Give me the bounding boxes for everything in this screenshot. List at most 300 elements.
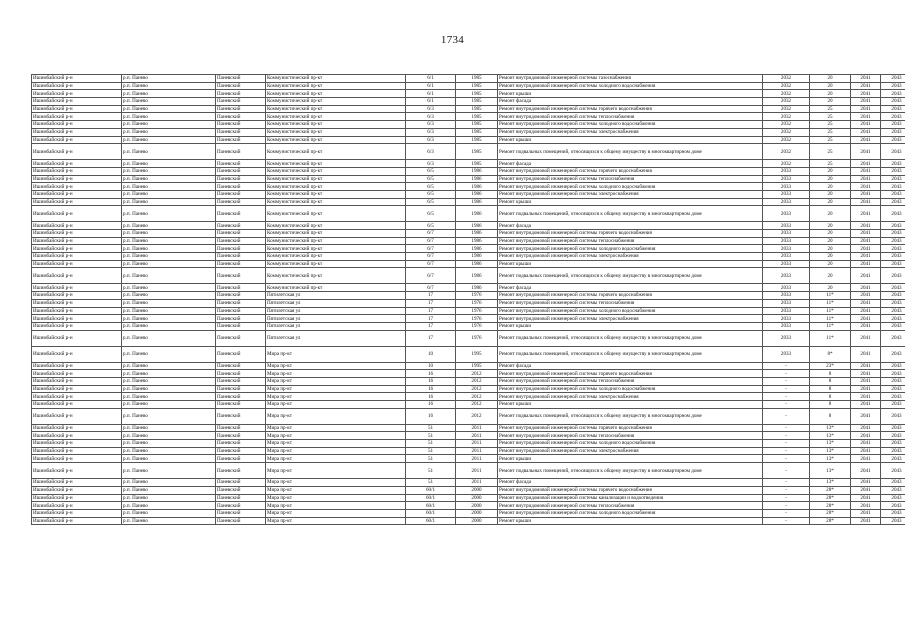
cell-district: Ишимбайский р-н xyxy=(32,307,122,315)
cell-settlement: р.п. Панево xyxy=(122,440,216,448)
cell-settlement: р.п. Панево xyxy=(122,260,216,268)
cell-end-year: 2043 xyxy=(881,105,905,113)
cell-locality: Паневский xyxy=(216,90,266,98)
cell-end-year: 2043 xyxy=(881,494,905,502)
cell-work-type: Ремонт внутридомовой инженерной системы горячего водоснабжения xyxy=(498,486,763,494)
cell-house: 51 xyxy=(406,455,456,463)
table-row xyxy=(32,463,905,479)
cell-street: Мира пр-кт xyxy=(266,502,406,510)
cell-locality: Паневский xyxy=(216,370,266,378)
cell-settlement: р.п. Панево xyxy=(122,322,216,330)
cell-plan-year: 2033 xyxy=(763,167,810,175)
cell-work-type: Ремонт внутридомовой инженерной системы горячего водоснабжения xyxy=(498,167,763,175)
table-row xyxy=(32,377,905,385)
cell-house: 6/3 xyxy=(406,113,456,121)
cell-house: 51 xyxy=(406,479,456,487)
cell-district: Ишимбайский р-н xyxy=(32,502,122,510)
cell-locality: Паневский xyxy=(216,121,266,129)
cell-district: Ишимбайский р-н xyxy=(32,121,122,129)
cell-value: 8 xyxy=(810,370,851,378)
cell-street: Коммунистический пр-кт xyxy=(266,206,406,222)
table-row xyxy=(32,136,905,144)
cell-street: Мира пр-кт xyxy=(266,424,406,432)
cell-settlement: р.п. Панево xyxy=(122,362,216,370)
cell-settlement: р.п. Панево xyxy=(122,128,216,136)
cell-work-type: Ремонт фасада xyxy=(498,479,763,487)
cell-street: Коммунистический пр-кт xyxy=(266,136,406,144)
cell-work-type: Ремонт крыши xyxy=(498,401,763,409)
cell-locality: Паневский xyxy=(216,502,266,510)
cell-locality: Паневский xyxy=(216,486,266,494)
cell-work-type: Ремонт подвальных помещений, относящихся к общему имуществу в многоквартирном доме xyxy=(498,330,763,346)
cell-district: Ишимбайский р-н xyxy=(32,401,122,409)
cell-house: 6/5 xyxy=(406,206,456,222)
cell-year-built: 1976 xyxy=(456,307,498,315)
cell-locality: Паневский xyxy=(216,245,266,253)
cell-start-year: 2041 xyxy=(851,509,881,517)
cell-district: Ишимбайский р-н xyxy=(32,284,122,292)
cell-start-year: 2041 xyxy=(851,362,881,370)
cell-year-built: 2012 xyxy=(456,401,498,409)
cell-district: Ишимбайский р-н xyxy=(32,82,122,90)
cell-work-type: Ремонт внутридомовой инженерной системы теплоснабжения xyxy=(498,299,763,307)
cell-value: 8 xyxy=(810,385,851,393)
cell-plan-year: 2033 xyxy=(763,322,810,330)
cell-locality: Паневский xyxy=(216,463,266,479)
cell-end-year: 2043 xyxy=(881,90,905,98)
cell-value: 11* xyxy=(810,330,851,346)
cell-locality: Паневский xyxy=(216,222,266,230)
cell-year-built: 1986 xyxy=(456,268,498,284)
cell-street: Коммунистический пр-кт xyxy=(266,121,406,129)
table-row xyxy=(32,447,905,455)
cell-plan-year: 2033 xyxy=(763,175,810,183)
cell-plan-year: 2032 xyxy=(763,136,810,144)
cell-end-year: 2043 xyxy=(881,479,905,487)
cell-work-type: Ремонт фасада xyxy=(498,98,763,106)
cell-value: 11* xyxy=(810,307,851,315)
table-row xyxy=(32,253,905,261)
cell-value: 28* xyxy=(810,486,851,494)
cell-street: Коммунистический пр-кт xyxy=(266,160,406,168)
cell-start-year: 2041 xyxy=(851,206,881,222)
cell-house: 17 xyxy=(406,292,456,300)
cell-house: 17 xyxy=(406,307,456,315)
cell-year-built: 1986 xyxy=(456,206,498,222)
cell-settlement: р.п. Панево xyxy=(122,479,216,487)
cell-street: Пятилетская ул xyxy=(266,307,406,315)
cell-start-year: 2041 xyxy=(851,136,881,144)
cell-start-year: 2041 xyxy=(851,330,881,346)
cell-end-year: 2043 xyxy=(881,75,905,83)
cell-year-built: 1986 xyxy=(456,183,498,191)
cell-district: Ишимбайский р-н xyxy=(32,222,122,230)
cell-plan-year: - xyxy=(763,502,810,510)
cell-end-year: 2043 xyxy=(881,260,905,268)
cell-end-year: 2043 xyxy=(881,455,905,463)
cell-start-year: 2041 xyxy=(851,260,881,268)
cell-end-year: 2043 xyxy=(881,292,905,300)
table-row xyxy=(32,175,905,183)
cell-work-type: Ремонт внутридомовой инженерной системы холодного водоснабжения xyxy=(498,245,763,253)
cell-start-year: 2041 xyxy=(851,315,881,323)
cell-value: 20 xyxy=(810,98,851,106)
cell-locality: Паневский xyxy=(216,517,266,525)
cell-work-type: Ремонт внутридомовой инженерной системы теплоснабжения xyxy=(498,502,763,510)
cell-district: Ишимбайский р-н xyxy=(32,230,122,238)
cell-street: Коммунистический пр-кт xyxy=(266,167,406,175)
cell-work-type: Ремонт крыши xyxy=(498,322,763,330)
cell-district: Ишимбайский р-н xyxy=(32,440,122,448)
table-row xyxy=(32,144,905,160)
cell-work-type: Ремонт внутридомовой инженерной системы холодного водоснабжения xyxy=(498,82,763,90)
cell-district: Ишимбайский р-н xyxy=(32,105,122,113)
cell-plan-year: - xyxy=(763,385,810,393)
cell-settlement: р.п. Панево xyxy=(122,299,216,307)
table-row xyxy=(32,113,905,121)
cell-locality: Паневский xyxy=(216,322,266,330)
cell-end-year: 2043 xyxy=(881,175,905,183)
cell-start-year: 2041 xyxy=(851,167,881,175)
cell-locality: Паневский xyxy=(216,113,266,121)
cell-plan-year: - xyxy=(763,401,810,409)
cell-street: Мира пр-кт xyxy=(266,362,406,370)
cell-value: 20 xyxy=(810,284,851,292)
table-row xyxy=(32,292,905,300)
cell-end-year: 2043 xyxy=(881,509,905,517)
cell-value: 20 xyxy=(810,175,851,183)
cell-end-year: 2043 xyxy=(881,167,905,175)
cell-house: 51 xyxy=(406,463,456,479)
cell-plan-year: 2032 xyxy=(763,82,810,90)
cell-start-year: 2041 xyxy=(851,393,881,401)
cell-year-built: 1986 xyxy=(456,222,498,230)
table-row xyxy=(32,198,905,206)
cell-house: 6/3 xyxy=(406,128,456,136)
cell-value: 25 xyxy=(810,113,851,121)
cell-plan-year: 2032 xyxy=(763,144,810,160)
table-row xyxy=(32,362,905,370)
cell-end-year: 2043 xyxy=(881,206,905,222)
cell-locality: Паневский xyxy=(216,253,266,261)
cell-end-year: 2043 xyxy=(881,245,905,253)
cell-locality: Паневский xyxy=(216,377,266,385)
cell-house: 51 xyxy=(406,424,456,432)
cell-settlement: р.п. Панево xyxy=(122,447,216,455)
cell-street: Коммунистический пр-кт xyxy=(266,268,406,284)
cell-work-type: Ремонт внутридомовой инженерной системы электроснабжения xyxy=(498,253,763,261)
cell-house: 6/3 xyxy=(406,121,456,129)
cell-year-built: 1985 xyxy=(456,160,498,168)
cell-plan-year: - xyxy=(763,517,810,525)
cell-plan-year: - xyxy=(763,432,810,440)
cell-end-year: 2043 xyxy=(881,113,905,121)
cell-settlement: р.п. Панево xyxy=(122,408,216,424)
cell-plan-year: - xyxy=(763,486,810,494)
cell-district: Ишимбайский р-н xyxy=(32,268,122,284)
cell-year-built: 1986 xyxy=(456,167,498,175)
cell-street: Коммунистический пр-кт xyxy=(266,230,406,238)
cell-house: 6/1 xyxy=(406,98,456,106)
cell-plan-year: - xyxy=(763,494,810,502)
cell-plan-year: 2033 xyxy=(763,253,810,261)
cell-value: 20 xyxy=(810,245,851,253)
cell-plan-year: 2033 xyxy=(763,237,810,245)
cell-district: Ишимбайский р-н xyxy=(32,385,122,393)
cell-work-type: Ремонт внутридомовой инженерной системы холодного водоснабжения xyxy=(498,385,763,393)
cell-house: 6/3 xyxy=(406,105,456,113)
cell-house: 16 xyxy=(406,370,456,378)
cell-district: Ишимбайский р-н xyxy=(32,330,122,346)
cell-start-year: 2041 xyxy=(851,90,881,98)
cell-street: Мира пр-кт xyxy=(266,385,406,393)
cell-start-year: 2041 xyxy=(851,75,881,83)
cell-end-year: 2043 xyxy=(881,230,905,238)
cell-house: 6/1 xyxy=(406,82,456,90)
cell-district: Ишимбайский р-н xyxy=(32,393,122,401)
cell-settlement: р.п. Панево xyxy=(122,222,216,230)
cell-plan-year: - xyxy=(763,479,810,487)
cell-locality: Паневский xyxy=(216,144,266,160)
cell-settlement: р.п. Панево xyxy=(122,393,216,401)
cell-work-type: Ремонт подвальных помещений, относящихся к общему имуществу в многоквартирном доме xyxy=(498,346,763,362)
cell-year-built: 2011 xyxy=(456,463,498,479)
cell-year-built: 1985 xyxy=(456,90,498,98)
cell-district: Ишимбайский р-н xyxy=(32,175,122,183)
cell-end-year: 2043 xyxy=(881,222,905,230)
cell-end-year: 2043 xyxy=(881,307,905,315)
cell-start-year: 2041 xyxy=(851,82,881,90)
cell-value: 20 xyxy=(810,183,851,191)
cell-value: 11* xyxy=(810,292,851,300)
cell-plan-year: 2033 xyxy=(763,206,810,222)
cell-start-year: 2041 xyxy=(851,447,881,455)
cell-district: Ишимбайский р-н xyxy=(32,408,122,424)
table-row xyxy=(32,401,905,409)
cell-locality: Паневский xyxy=(216,82,266,90)
cell-district: Ишимбайский р-н xyxy=(32,463,122,479)
table-row xyxy=(32,385,905,393)
cell-year-built: 1986 xyxy=(456,198,498,206)
cell-house: 16 xyxy=(406,408,456,424)
cell-start-year: 2041 xyxy=(851,385,881,393)
cell-year-built: 2011 xyxy=(456,432,498,440)
cell-locality: Паневский xyxy=(216,346,266,362)
cell-value: 20 xyxy=(810,190,851,198)
table-row xyxy=(32,455,905,463)
cell-district: Ишимбайский р-н xyxy=(32,183,122,191)
cell-plan-year: - xyxy=(763,370,810,378)
cell-end-year: 2043 xyxy=(881,190,905,198)
cell-street: Мира пр-кт xyxy=(266,346,406,362)
cell-plan-year: 2032 xyxy=(763,98,810,106)
cell-house: 60/1 xyxy=(406,494,456,502)
cell-settlement: р.п. Панево xyxy=(122,517,216,525)
cell-street: Мира пр-кт xyxy=(266,455,406,463)
cell-district: Ишимбайский р-н xyxy=(32,136,122,144)
cell-year-built: 1976 xyxy=(456,330,498,346)
cell-end-year: 2043 xyxy=(881,128,905,136)
cell-end-year: 2043 xyxy=(881,322,905,330)
cell-settlement: р.п. Панево xyxy=(122,75,216,83)
cell-locality: Паневский xyxy=(216,509,266,517)
cell-year-built: 2012 xyxy=(456,393,498,401)
cell-value: 20 xyxy=(810,268,851,284)
cell-end-year: 2043 xyxy=(881,82,905,90)
cell-settlement: р.п. Панево xyxy=(122,284,216,292)
cell-street: Коммунистический пр-кт xyxy=(266,284,406,292)
cell-plan-year: - xyxy=(763,362,810,370)
table-row xyxy=(32,121,905,129)
cell-house: 51 xyxy=(406,432,456,440)
cell-end-year: 2043 xyxy=(881,315,905,323)
cell-work-type: Ремонт фасада xyxy=(498,284,763,292)
cell-street: Мира пр-кт xyxy=(266,432,406,440)
cell-start-year: 2041 xyxy=(851,183,881,191)
cell-work-type: Ремонт крыши xyxy=(498,455,763,463)
cell-year-built: 1986 xyxy=(456,175,498,183)
cell-plan-year: 2033 xyxy=(763,222,810,230)
cell-end-year: 2043 xyxy=(881,253,905,261)
cell-year-built: 1986 xyxy=(456,260,498,268)
cell-district: Ишимбайский р-н xyxy=(32,253,122,261)
cell-work-type: Ремонт крыши xyxy=(498,260,763,268)
cell-year-built: 1985 xyxy=(456,82,498,90)
cell-settlement: р.п. Панево xyxy=(122,82,216,90)
cell-start-year: 2041 xyxy=(851,502,881,510)
cell-settlement: р.п. Панево xyxy=(122,121,216,129)
cell-start-year: 2041 xyxy=(851,121,881,129)
cell-work-type: Ремонт крыши xyxy=(498,90,763,98)
table-row xyxy=(32,284,905,292)
cell-plan-year: 2032 xyxy=(763,113,810,121)
cell-year-built: 2000 xyxy=(456,502,498,510)
cell-settlement: р.п. Панево xyxy=(122,455,216,463)
cell-street: Коммунистический пр-кт xyxy=(266,198,406,206)
cell-street: Пятилетская ул xyxy=(266,292,406,300)
cell-district: Ишимбайский р-н xyxy=(32,245,122,253)
cell-end-year: 2043 xyxy=(881,401,905,409)
cell-house: 6/7 xyxy=(406,245,456,253)
cell-year-built: 2011 xyxy=(456,424,498,432)
cell-street: Пятилетская ул xyxy=(266,322,406,330)
table-row xyxy=(32,479,905,487)
cell-work-type: Ремонт внутридомовой инженерной системы теплоснабжения xyxy=(498,237,763,245)
cell-house: 6/5 xyxy=(406,167,456,175)
cell-street: Пятилетская ул xyxy=(266,299,406,307)
cell-settlement: р.п. Панево xyxy=(122,268,216,284)
cell-start-year: 2041 xyxy=(851,408,881,424)
cell-work-type: Ремонт внутридомовой инженерной системы холодного водоснабжения xyxy=(498,121,763,129)
cell-end-year: 2043 xyxy=(881,330,905,346)
cell-street: Коммунистический пр-кт xyxy=(266,128,406,136)
cell-locality: Паневский xyxy=(216,167,266,175)
cell-work-type: Ремонт фасада xyxy=(498,222,763,230)
cell-start-year: 2041 xyxy=(851,268,881,284)
cell-end-year: 2043 xyxy=(881,440,905,448)
cell-end-year: 2043 xyxy=(881,299,905,307)
cell-start-year: 2041 xyxy=(851,292,881,300)
cell-start-year: 2041 xyxy=(851,346,881,362)
cell-house: 16 xyxy=(406,385,456,393)
cell-end-year: 2043 xyxy=(881,362,905,370)
cell-settlement: р.п. Панево xyxy=(122,136,216,144)
cell-locality: Паневский xyxy=(216,190,266,198)
cell-district: Ишимбайский р-н xyxy=(32,90,122,98)
cell-locality: Паневский xyxy=(216,292,266,300)
cell-settlement: р.п. Панево xyxy=(122,424,216,432)
cell-house: 6/5 xyxy=(406,175,456,183)
cell-locality: Паневский xyxy=(216,393,266,401)
cell-end-year: 2043 xyxy=(881,424,905,432)
table-row xyxy=(32,486,905,494)
cell-plan-year: 2032 xyxy=(763,160,810,168)
cell-work-type: Ремонт подвальных помещений, относящихся к общему имуществу в многоквартирном доме xyxy=(498,206,763,222)
cell-work-type: Ремонт внутридомовой инженерной системы холодного водоснабжения xyxy=(498,307,763,315)
cell-house: 6/1 xyxy=(406,75,456,83)
cell-value: 13* xyxy=(810,424,851,432)
cell-street: Коммунистический пр-кт xyxy=(266,253,406,261)
cell-start-year: 2041 xyxy=(851,245,881,253)
cell-end-year: 2043 xyxy=(881,98,905,106)
cell-district: Ишимбайский р-н xyxy=(32,377,122,385)
cell-settlement: р.п. Панево xyxy=(122,502,216,510)
cell-year-built: 1995 xyxy=(456,362,498,370)
cell-locality: Паневский xyxy=(216,307,266,315)
cell-locality: Паневский xyxy=(216,432,266,440)
cell-settlement: р.п. Панево xyxy=(122,198,216,206)
cell-street: Мира пр-кт xyxy=(266,479,406,487)
cell-year-built: 1976 xyxy=(456,315,498,323)
cell-district: Ишимбайский р-н xyxy=(32,113,122,121)
cell-district: Ишимбайский р-н xyxy=(32,128,122,136)
table-row xyxy=(32,370,905,378)
cell-street: Коммунистический пр-кт xyxy=(266,90,406,98)
cell-street: Мира пр-кт xyxy=(266,393,406,401)
cell-street: Мира пр-кт xyxy=(266,517,406,525)
cell-value: 25 xyxy=(810,105,851,113)
cell-settlement: р.п. Панево xyxy=(122,463,216,479)
cell-house: 60/1 xyxy=(406,517,456,525)
cell-house: 10 xyxy=(406,362,456,370)
cell-street: Мира пр-кт xyxy=(266,440,406,448)
table-row xyxy=(32,509,905,517)
table-row xyxy=(32,517,905,525)
table-row xyxy=(32,190,905,198)
cell-plan-year: 2033 xyxy=(763,198,810,206)
cell-house: 60/1 xyxy=(406,502,456,510)
cell-district: Ишимбайский р-н xyxy=(32,190,122,198)
table-row xyxy=(32,183,905,191)
cell-start-year: 2041 xyxy=(851,237,881,245)
cell-district: Ишимбайский р-н xyxy=(32,479,122,487)
cell-settlement: р.п. Панево xyxy=(122,401,216,409)
cell-settlement: р.п. Панево xyxy=(122,486,216,494)
cell-work-type: Ремонт внутридомовой инженерной системы горячего водоснабжения xyxy=(498,370,763,378)
cell-plan-year: - xyxy=(763,440,810,448)
table-row xyxy=(32,128,905,136)
cell-value: 28* xyxy=(810,502,851,510)
cell-settlement: р.п. Панево xyxy=(122,206,216,222)
cell-district: Ишимбайский р-н xyxy=(32,206,122,222)
cell-year-built: 1995 xyxy=(456,346,498,362)
cell-end-year: 2043 xyxy=(881,486,905,494)
table-row xyxy=(32,245,905,253)
table-row xyxy=(32,222,905,230)
cell-value: 13* xyxy=(810,455,851,463)
cell-year-built: 2000 xyxy=(456,494,498,502)
table-row xyxy=(32,260,905,268)
